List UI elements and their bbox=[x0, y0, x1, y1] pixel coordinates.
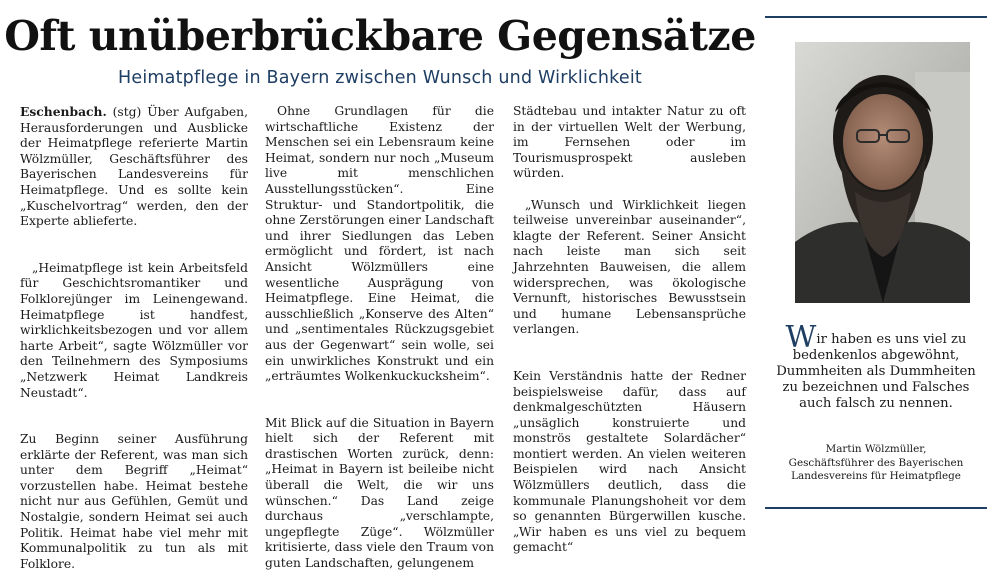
article-column-1 bbox=[20, 104, 248, 572]
portrait-image bbox=[795, 42, 970, 303]
paragraph bbox=[20, 104, 248, 230]
credit-role: Geschäftsführer des Bayerischen Landesvereins für Heimatpflege bbox=[788, 456, 964, 483]
paragraph: „Heimatpflege ist kein Arbeitsfeld für Geschichtsromantiker und Folklorejünger im Leinengewand. Heimatpflege ist handfest, wirklichkeitsbezogen und vor allem harte Arbeit“, sagte Wölzmüller vor den Teilnehmern des Symposiums „Netzwerk Heimat Landkreis Neustadt“. bbox=[20, 260, 248, 400]
paragraph: Städtebau und intakter Natur zu oft in der virtuellen Welt der Werbung, im Fernsehen oder im Tourismusprospekt ausleben würden. bbox=[513, 104, 746, 181]
sidebar-top-rule bbox=[765, 16, 987, 18]
sidebar bbox=[765, 16, 987, 509]
pull-quote bbox=[775, 320, 977, 412]
quote-text: ir haben es uns viel zu bedenkenlos abgewöhnt, Dummheiten als Dummheiten zu bezeichnen und Falsches auch falsch zu nennen. bbox=[776, 332, 976, 411]
credit-name: Martin Wölzmüller, bbox=[825, 443, 927, 455]
paragraph: Mit Blick auf die Situation in Bayern hielt sich der Referent mit drastischen Worten zurück, denn: „Heimat in Bayern ist beileibe nicht überall die Welt, die wir uns wünschen.“ Das Land zeige durchaus „verschlampte, ungepflegte Züge“. Wölzmüller kritisierte, dass viele den Traum von guten Landschaften, gelungenem bbox=[265, 415, 494, 571]
article-column-2 bbox=[265, 104, 494, 572]
portrait-photo bbox=[795, 42, 970, 303]
dateline: Eschenbach. bbox=[20, 104, 107, 119]
headline: Oft unüberbrückbare Gegensätze bbox=[4, 12, 756, 60]
quote-credit bbox=[775, 443, 977, 484]
paragraph: „Wunsch und Wirklichkeit liegen teilweise unvereinbar auseinander“, klagte der Referent. Seiner Ansicht nach leiste man sich seit Jahrzehnten Bauweisen, die allem widersprechen, was ökologische Vernunft, historisches Bewusstsein und humane Lebensansprüche verlangen. bbox=[513, 197, 746, 337]
article-column-3 bbox=[513, 104, 746, 556]
paragraph: Zu Beginn seiner Ausführung erklärte der Referent, was man sich unter dem Begriff „Heimat“ vorzustellen habe. Heimat bestehe nicht nur aus Gefühlen, Gemüt und Nostalgie, sondern Heimat sei auch Politik. Heimat habe viel mehr mit Kommunalpolitik zu tun als mit Folklore. bbox=[20, 432, 248, 571]
paragraph: Kein Verständnis hatte der Redner beispielsweise dafür, dass auf denkmalgeschützten Häusern „unsäglich konstruierte und monströs gestaltete Solardächer“ montiert werden. An vielen weiteren Beispielen wird nach Ansicht Wölzmüllers deutlich, dass die kommunale Planungshoheit vor dem so genannten Bürgerwillen kusche. „Wir haben es uns viel zu bequem gemacht“ bbox=[513, 368, 746, 555]
quote-initial: W bbox=[785, 320, 817, 355]
paragraph-text: (stg) Über Aufgaben, Herausforderungen und Ausblicke der Heimatpflege referierte Martin Wölzmüller, Geschäftsführer des Bayerischen Landesvereins für Heimatpflege. Und es sollte kein „Kuschelvortrag“ werden, den der Experte ablieferte. bbox=[20, 105, 248, 229]
paragraph: Ohne Grundlagen für die wirtschaftliche Existenz der Menschen sei ein Lebensraum keine Heimat, sondern nur noch „Museum live mit menschlichen Ausstellungsstücken“. Eine Struktur- und Standortpolitik, die ohne Zerstörungen einer Landschaft und ihrer Siedlungen das Leben ermöglicht und fördert, ist nach Ansicht Wölzmüllers eine wesentliche Ausprägung von Heimatpflege. Eine Heimat, die ausschließlich „Konserve des Alten“ und „sentimentales Rückzugsgebiet aus der Gegenwart“ sein wolle, sei ein unwirkliches Konstrukt und ein „erträumtes Wolkenkuckucksheim“. bbox=[265, 104, 494, 384]
subheadline: Heimatpflege in Bayern zwischen Wunsch und Wirklichkeit bbox=[118, 68, 642, 88]
